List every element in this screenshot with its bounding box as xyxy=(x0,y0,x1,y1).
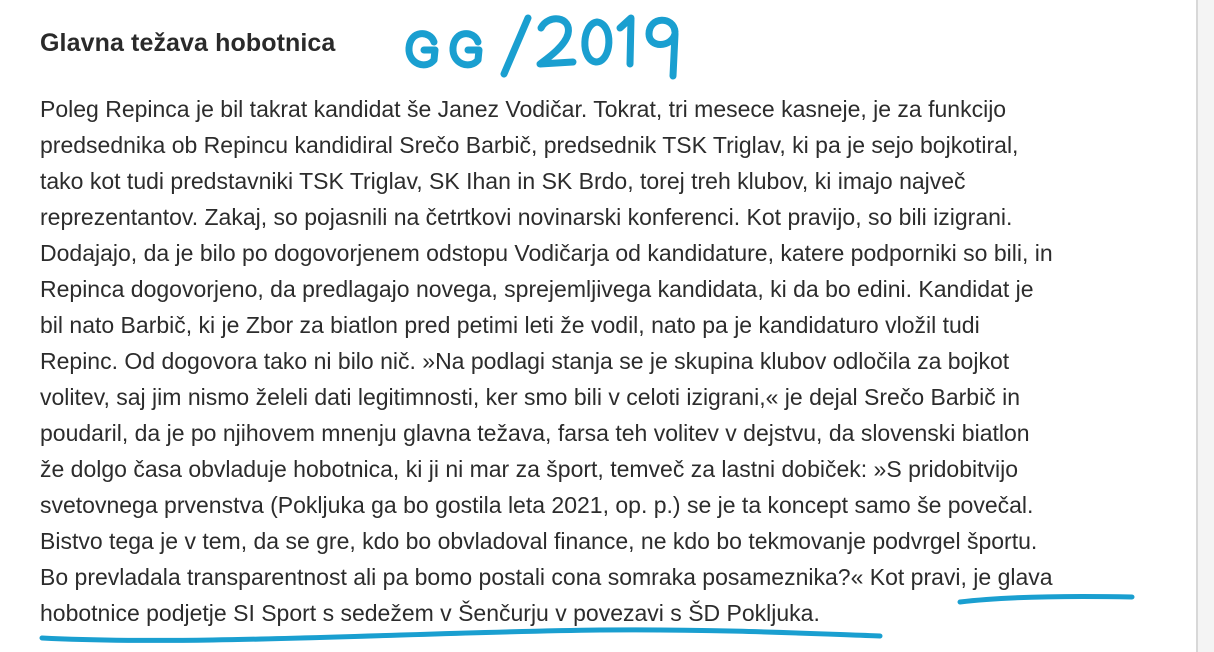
article-line: reprezentantov. Zakaj, so pojasnili na četrtkovi novinarski konferenci. Kot pravijo, so bili izigrani. xyxy=(40,204,1013,230)
article-line: predsednika ob Repincu kandidiral Srečo Barbič, predsednik TSK Triglav, ki pa je sejo bojkotiral, xyxy=(40,132,1019,158)
article-line: Bo prevladala transparentnost ali pa bomo postali cona somraka posameznika?« Kot pravi, je glava xyxy=(40,564,1053,590)
article-body xyxy=(40,91,1180,631)
article-line: Dodajajo, da je bilo po dogovorjenem odstopu Vodičarja od kandidature, katere podporniki so bili, in xyxy=(40,240,1053,266)
article-line: Repinc. Od dogovora tako ni bilo nič. »Na podlagi stanja se je skupina klubov odločila za bojkot xyxy=(40,348,1010,374)
handwritten-annotation xyxy=(400,4,700,84)
article-line: poudaril, da je po njihovem mnenju glavna težava, farsa teh volitev v dejstvu, da slovenski biatlon xyxy=(40,420,1030,446)
page-edge xyxy=(1196,0,1214,652)
article-line: volitev, saj jim nismo želeli dati legitimnosti, ker smo bili v celoti izigrani,« je dejal Srečo Barbič in xyxy=(40,384,1021,410)
article-line: svetovnega prvenstva (Pokljuka ga bo gostila leta 2021, op. p.) se je ta koncept samo še povečal. xyxy=(40,492,1034,518)
underline-stroke-bottom xyxy=(42,630,880,641)
article-line: bil nato Barbič, ki je Zbor za biatlon pred petimi leti že vodil, nato pa je kandidaturo vložil tudi xyxy=(40,312,980,338)
article-line: Poleg Repinca je bil takrat kandidat še Janez Vodičar. Tokrat, tri mesece kasneje, je za funkcijo xyxy=(40,96,1007,122)
article-line: Repinca dogovorjeno, da predlagajo novega, sprejemljivega kandidata, ki da bo edini. Kandidat je xyxy=(40,276,1034,302)
article-title: Glavna težava hobotnica xyxy=(40,29,336,57)
article-line: Bistvo tega je v tem, da se gre, kdo bo obvladoval finance, ne kdo bo tekmovanje podvrgel športu. xyxy=(40,528,1038,554)
article-line: hobotnice podjetje SI Sport s sedežem v Šenčurju v povezavi s ŠD Pokljuka. xyxy=(40,600,820,626)
article-line: tako kot tudi predstavniki TSK Triglav, SK Ihan in SK Brdo, torej treh klubov, ki imajo največ xyxy=(40,168,966,194)
article-line: že dolgo časa obvladuje hobotnica, ki ji ni mar za šport, temveč za lastni dobiček: »S pridobitvijo xyxy=(40,456,1019,482)
